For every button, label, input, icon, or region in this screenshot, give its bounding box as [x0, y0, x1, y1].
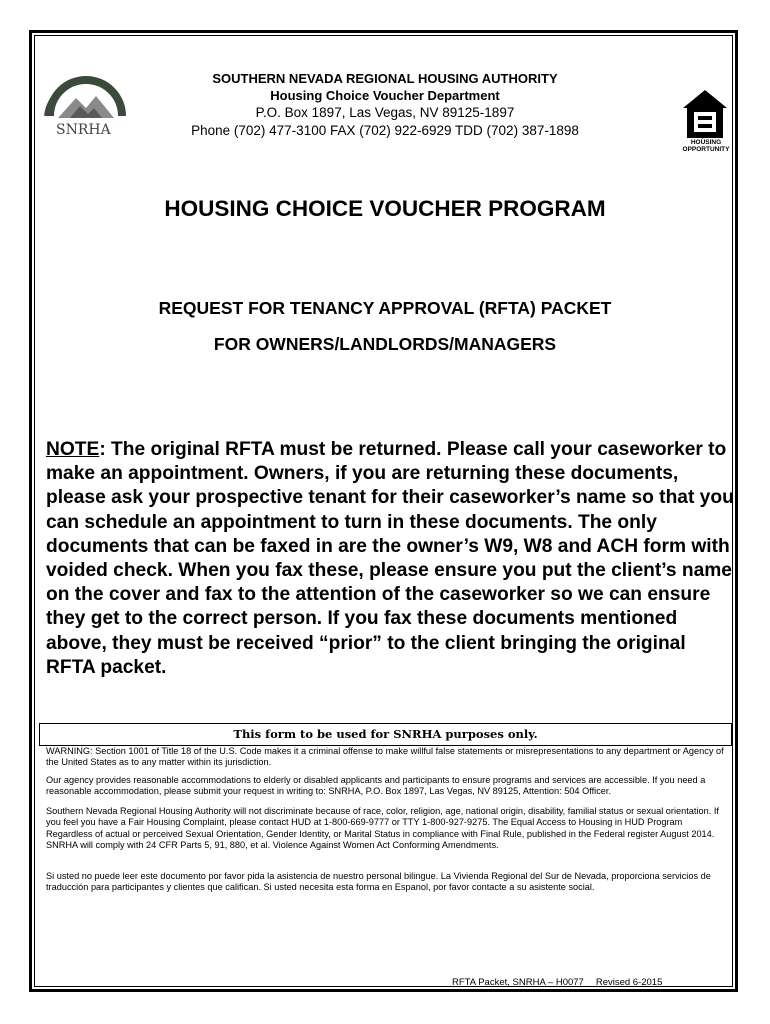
note-paragraph: [46, 438, 736, 680]
agency-name: SOUTHERN NEVADA REGIONAL HOUSING AUTHORITY: [212, 71, 558, 86]
accommodation-text: Our agency provides reasonable accommodations to elderly or disabled applicants and participants to ensure programs and services are accessible. If you need a reasonable accommodation, please submit your request in writing to: SNRHA, P.O. Box 1897, Las Vegas, NV 89125, Attention: 504 Officer.: [46, 775, 706, 797]
agency-contact: Phone (702) 477-3100 FAX (702) 922-6929 TDD (702) 387-1898: [191, 123, 579, 138]
letterhead: [130, 70, 640, 140]
revision-date: Revised 6-2015: [595, 977, 663, 988]
document-title: HOUSING CHOICE VOUCHER PROGRAM: [164, 196, 606, 221]
form-id: RFTA Packet, SNRHA – H0077: [452, 977, 584, 988]
warning-text: WARNING: Section 1001 of Title 18 of the U.S. Code makes it a criminal offense to make willful false statements or misrepresentations to any department or Agency of the United States as to any matter within its jurisdiction.: [46, 746, 724, 768]
document-subtitle: REQUEST FOR TENANCY APPROVAL (RFTA) PACKET: [158, 298, 612, 318]
agency-address: P.O. Box 1897, Las Vegas, NV 89125-1897: [255, 105, 515, 120]
note-label: NOTE: [46, 439, 100, 460]
equal-housing-label: EQUAL HOUSING OPPORTUNITY: [682, 132, 730, 153]
form-use-label: This form to be used for SNRHA purposes only.: [233, 727, 538, 741]
document-audience: FOR OWNERS/LANDLORDS/MANAGERS: [213, 334, 557, 354]
note-body: : The original RFTA must be returned. Please call your caseworker to make an appointment. Owners, if you are returning these documents, please ask your prospective tenant for their caseworker’s name so that you can schedule an appointment to turn in these documents. The only documents that can be faxed in are the owner’s W9, W8 and ACH form with voided check. When you fax these, please ensure you put the client’s name on the cover and fax to the attention of the caseworker so we can ensure they get to the correct person. If you fax these documents mentioned above, they must be received “prior” to the client bringing the original RFTA packet.: [46, 439, 734, 678]
footer: [452, 977, 674, 988]
nondiscrimination-text: Southern Nevada Regional Housing Authority will not discriminate because of race, color, religion, age, national origin, disability, familial status or sexual orientation. If you feel you have a Fair Housing Complaint, please contact HUD at 1-800-669-9777 or TTY 1-800-927-9275. The Equal Access to Housing in HUD Program Regardless of actual or perceived Sexual Orientation, Gender Identity, or Marital Status in compliance with Final Rule, published in the Federal register August 2014. SNRHA will comply with 24 CFR Parts 5, 91, 880, et al. Violence Against Women Act Conforming Amendments.: [46, 806, 719, 851]
spanish-text: Si usted no puede leer este documento por favor pida la asistencia de nuestro personal bilingue. La Vivienda Regional del Sur de Nevada, proporciona servicios de traducción para participantes y clientes que califican. Si usted necesita esta forma en Espanol, por favor contacte a su asistente social.: [46, 871, 711, 893]
logo-text: SNRHA: [56, 122, 111, 138]
department-name: Housing Choice Voucher Department: [270, 88, 500, 103]
